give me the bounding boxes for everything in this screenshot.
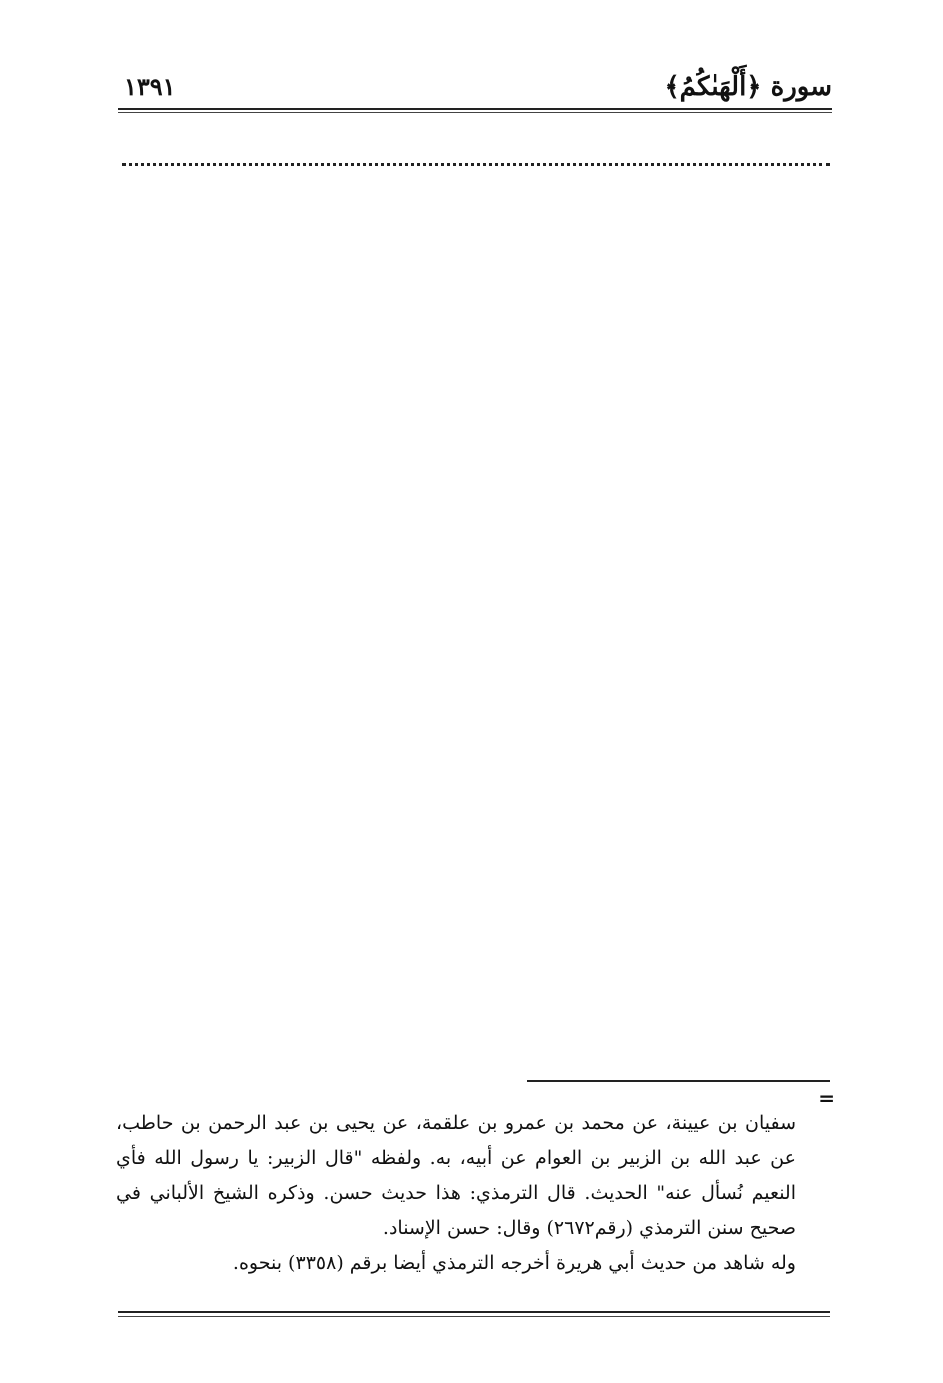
footnote-last-line: وله شاهد من حديث أبي هريرة أخرجه الترمذي أيضا برقم (٣٣٥٨) بنحوه. — [232, 1252, 796, 1274]
dotted-continuation-line — [122, 163, 830, 166]
page-header — [118, 70, 832, 110]
page-number: ١٣٩١ — [124, 72, 176, 101]
footnote — [116, 1106, 796, 1281]
surah-title: سورة ﴿أَلْهَىٰكُمُ﴾ — [664, 72, 832, 102]
bottom-rule-thin — [118, 1316, 830, 1317]
footnote-text: سفيان بن عيينة، عن محمد بن عمرو بن علقمة، عن يحيى بن عبد الرحمن بن حاطب، عن عبد الله بن الزبير بن العوام عن أبيه، به. ولفظه "قال الزبير: يا رسول الله فأي النعيم نُسأل عنه" الحديث. قال الترمذي: هذا حديث حسن. وذكره الشيخ الألباني في صحيح سنن الترمذي (رقم٢٦٧٢) وقال: حسن الإسناد. — [116, 1112, 796, 1239]
bottom-rule — [118, 1311, 830, 1313]
footnote-separator — [527, 1080, 830, 1082]
header-rule-thin — [118, 112, 832, 113]
footnote-continuation-mark: = — [818, 1086, 835, 1110]
header-rule — [118, 108, 832, 110]
